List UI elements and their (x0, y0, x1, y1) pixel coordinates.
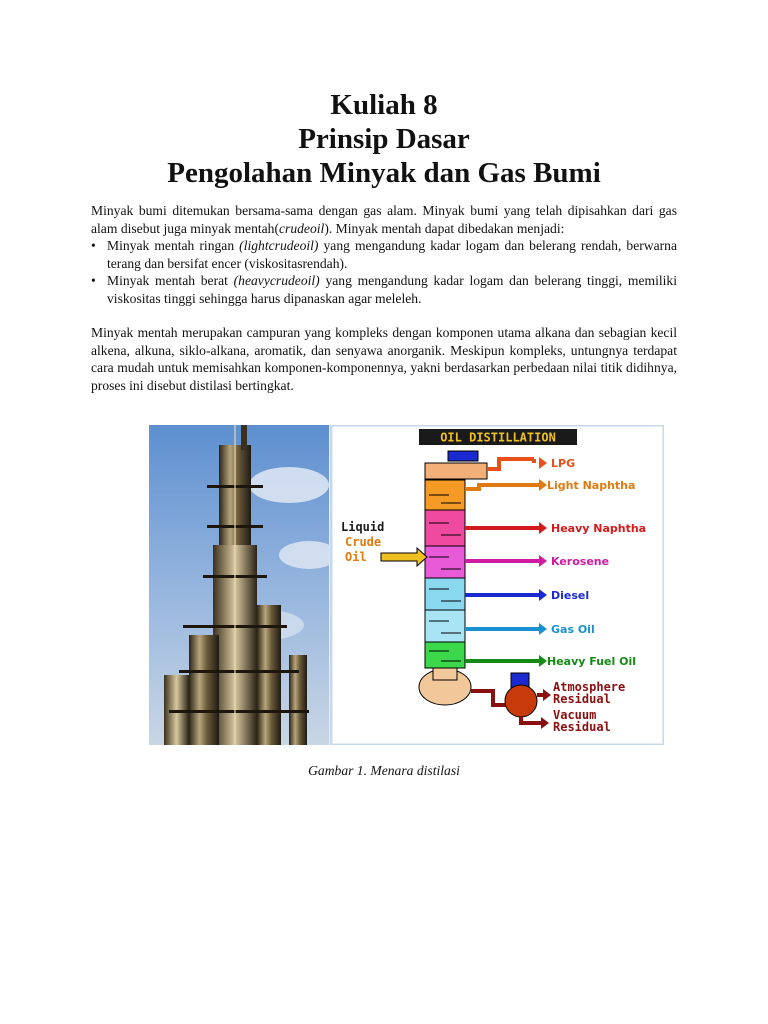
list-item (91, 237, 677, 272)
intro-text-after: ). Minyak mentah dapat dibedakan menjadi: (324, 220, 565, 236)
product-label-kerosene: Kerosene (551, 555, 610, 568)
product-label-heavy-fuel-oil: Heavy Fuel Oil (547, 655, 637, 668)
list-item-text: yang mengandung kadar logam dan belerang rendah, berwarna terang dan bersifat encer (viskositasrendah). (107, 238, 677, 271)
residual-vacuum-line-1: Vacuum (553, 708, 597, 722)
distillation-figure (149, 425, 664, 745)
input-label-line-2: Crude (345, 535, 382, 549)
residual-atmosphere-line-2: Residual (553, 692, 611, 706)
figure-svg (149, 425, 664, 745)
title-line-3: Pengolahan Minyak dan Gas Bumi (167, 157, 601, 189)
title-line-1: Kuliah 8 (330, 89, 438, 121)
product-label-light-naphtha: Light Naphtha (547, 479, 636, 492)
list-item-text: Minyak mentah berat (107, 273, 234, 288)
figure-caption: Gambar 1. Menara distilasi (308, 763, 460, 778)
list-item (91, 272, 677, 307)
list-item-term: (heavycrudeoil) (233, 273, 320, 288)
bullet-marker: • (91, 238, 96, 253)
paragraph-2: Minyak mentah merupakan campuran yang kompleks dengan komponen utama alkana dan sebagian kecil alkena, alkuna, siklo-alkana, aromatik, dan senyawa anorganik. Meskipun kompleks, untungnya terdapat cara mudah untuk memisahkan komponen-komponennya, yakni berdasarkan perbedaan nilai titik didihnya, proses ini disebut distilasi bertingkat. (91, 325, 677, 393)
list-item-text: yang mengandung kadar logam dan belerang tinggi, memiliki viskositas tinggi sehingga harus dipanaskan agar meleleh. (107, 273, 677, 306)
product-label-diesel: Diesel (551, 589, 590, 602)
input-label-line-3: Oil (345, 550, 367, 564)
oil-distillation-diagram (331, 425, 664, 745)
input-label-line-1: Liquid (341, 520, 385, 534)
list-item-text: Minyak mentah ringan (107, 238, 240, 253)
crude-oil-types-list (91, 237, 677, 307)
document-body (91, 202, 677, 394)
diagram-title: OIL DISTILLATION (440, 430, 556, 445)
document-title (0, 88, 768, 190)
product-label-heavy-naphtha: Heavy Naphtha (551, 522, 647, 535)
product-label-gas-oil: Gas Oil (551, 623, 595, 636)
bullet-marker: • (91, 273, 96, 288)
residual-atmosphere-line-1: Atmosphere (553, 680, 626, 694)
residual-vacuum-line-2: Residual (553, 720, 611, 734)
list-item-term: (lightcrudeoil) (239, 238, 319, 253)
refinery-tower-photo (149, 425, 339, 745)
title-line-2: Prinsip Dasar (298, 123, 470, 155)
intro-text-before: Minyak bumi ditemukan bersama-sama dengan gas alam. Minyak bumi yang telah dipisahkan dari gas alam disebut juga minyak mentah( (91, 203, 677, 236)
intro-paragraph (91, 202, 677, 237)
product-label-lpg: LPG (551, 457, 576, 470)
intro-term: crudeoil (279, 220, 325, 236)
